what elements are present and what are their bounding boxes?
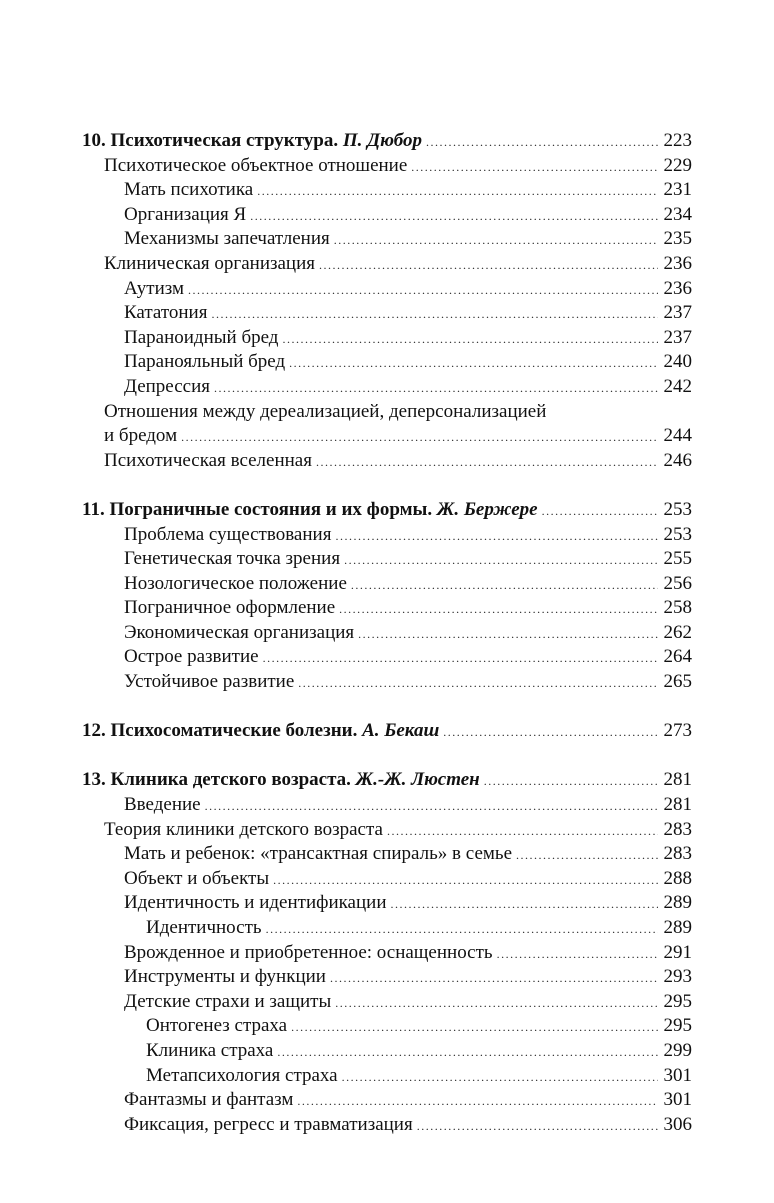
chapter-author: П. Дюбор xyxy=(342,130,422,151)
page-number: 223 xyxy=(663,130,692,151)
chapter-title-text: Клиника детского возраста. xyxy=(110,769,351,791)
toc-entry[interactable] xyxy=(82,868,692,893)
page-number: 242 xyxy=(663,375,692,397)
toc-entry-title: Введение xyxy=(124,794,201,816)
page-number: 301 xyxy=(663,1089,692,1111)
leader-dots xyxy=(542,504,658,519)
toc-entry[interactable] xyxy=(82,351,692,376)
page-number: 264 xyxy=(663,646,692,668)
page-number: 234 xyxy=(663,203,692,225)
toc-entry-title: Нозологическое положение xyxy=(124,572,347,594)
toc-entry[interactable] xyxy=(82,155,692,180)
page-number: 236 xyxy=(663,252,692,274)
toc-entry[interactable] xyxy=(82,376,692,401)
chapter-author: Ж.-Ж. Люстен xyxy=(355,769,480,791)
leader-dots xyxy=(411,160,658,175)
page-number: 281 xyxy=(663,794,692,816)
toc-entry[interactable] xyxy=(82,278,692,303)
toc-entry-title: Клиническая организация xyxy=(104,252,315,274)
toc-entry-title: Инструменты и функции xyxy=(124,966,326,988)
toc-entry[interactable] xyxy=(82,942,692,967)
page-number: 273 xyxy=(663,720,692,742)
page-number: 288 xyxy=(663,867,692,889)
page-number: 237 xyxy=(663,326,692,348)
chapter-number: 13. xyxy=(82,769,106,791)
toc-entry-title: Онтогенез страха xyxy=(146,1015,288,1037)
leader-dots xyxy=(342,1070,658,1085)
toc-entry-title: Детские страхи и защиты xyxy=(124,990,332,1012)
chapter-gap xyxy=(82,696,692,721)
page-number: 289 xyxy=(663,917,692,938)
leader-dots xyxy=(358,627,658,642)
toc-entry-title: Механизмы запечатления xyxy=(124,228,330,250)
toc-entry[interactable] xyxy=(82,646,692,671)
toc-entry-title: Теория клиники детского возраста xyxy=(104,818,383,840)
chapter-number: 12. xyxy=(82,720,106,742)
toc-entry-title: Психотическое объектное отношение xyxy=(104,154,408,176)
leader-dots xyxy=(484,774,658,789)
leader-dots xyxy=(289,356,658,371)
page-number: 235 xyxy=(663,228,692,250)
leader-dots xyxy=(335,529,658,544)
page-number: 295 xyxy=(663,990,692,1012)
toc-entry[interactable] xyxy=(82,794,692,819)
page-number: 246 xyxy=(663,449,692,471)
toc-entry[interactable] xyxy=(82,302,692,327)
page-number: 265 xyxy=(663,671,692,693)
toc-entry-title: Мать психотика xyxy=(124,179,254,201)
toc-entry-title: Объект и объекты xyxy=(124,867,270,889)
leader-dots xyxy=(266,922,658,937)
toc-entry[interactable] xyxy=(82,524,692,549)
toc-entry-title: Клиника страха xyxy=(146,1039,274,1061)
leader-dots xyxy=(335,996,658,1011)
leader-dots xyxy=(211,307,658,322)
chapter-title-text: Психосоматические болезни. xyxy=(110,720,358,742)
page-number: 256 xyxy=(663,572,692,594)
page-number: 253 xyxy=(663,523,692,545)
chapter-heading[interactable] xyxy=(82,499,692,524)
toc-entry[interactable] xyxy=(82,179,692,204)
page-number: 301 xyxy=(663,1064,692,1086)
leader-dots xyxy=(277,1045,658,1060)
chapter-number: 10. xyxy=(82,130,106,151)
leader-dots xyxy=(330,971,658,986)
toc-entry-title: Пограничное оформление xyxy=(124,597,336,619)
toc-entry[interactable] xyxy=(82,622,692,647)
toc-entry-title: Проблема существования xyxy=(124,523,332,545)
page-number: 283 xyxy=(663,818,692,840)
page-number: 258 xyxy=(663,597,692,619)
toc-entry-title: Идентичность xyxy=(146,917,262,938)
toc-entry[interactable] xyxy=(82,819,692,844)
toc-entry-title: Фиксация, регресс и травматизация xyxy=(124,1113,413,1135)
toc-entry[interactable] xyxy=(82,327,692,352)
leader-dots xyxy=(263,651,658,666)
leader-dots xyxy=(339,602,658,617)
page-number: 262 xyxy=(663,621,692,643)
leader-dots xyxy=(344,553,658,568)
toc-entry-title: Идентичность и идентификации xyxy=(124,892,387,914)
leader-dots xyxy=(443,725,658,740)
toc-entry[interactable] xyxy=(82,597,692,622)
leader-dots xyxy=(351,578,658,593)
toc-entry-title: Устойчивое развитие xyxy=(124,671,295,693)
toc-entry-title: Мать и ребенок: «трансактная спираль» в семье xyxy=(124,843,512,865)
page-number: 237 xyxy=(663,302,692,324)
page-number: 291 xyxy=(663,941,692,963)
leader-dots xyxy=(391,897,659,912)
toc-entry[interactable] xyxy=(82,1015,692,1040)
toc-entry[interactable] xyxy=(82,892,692,917)
page-number: 255 xyxy=(663,548,692,570)
toc-entry[interactable] xyxy=(82,1040,692,1065)
toc-entry-title: Паранояльный бред xyxy=(124,351,286,373)
page-number: 295 xyxy=(663,1015,692,1037)
toc-entry-title: Генетическая точка зрения xyxy=(124,548,341,570)
chapter-author: А. Бекаш xyxy=(362,720,440,742)
toc-entry[interactable] xyxy=(82,1089,692,1114)
toc-entry[interactable] xyxy=(82,1114,692,1139)
leader-dots xyxy=(291,1020,658,1035)
toc-entry-title: Депрессия xyxy=(124,375,210,397)
toc-entry[interactable] xyxy=(82,425,692,450)
page-number: 293 xyxy=(663,966,692,988)
chapter-title xyxy=(82,769,480,791)
chapter-title-text: Пограничные состояния и их формы. xyxy=(109,498,433,520)
toc-entry-title: Аутизм xyxy=(124,277,185,299)
leader-dots xyxy=(387,824,658,839)
toc-entry[interactable] xyxy=(82,991,692,1016)
toc-entry[interactable] xyxy=(82,450,692,475)
chapter-heading[interactable] xyxy=(82,769,692,794)
leader-dots xyxy=(497,947,658,962)
chapter-gap xyxy=(82,745,692,770)
chapter-heading[interactable] xyxy=(82,720,692,745)
page-number: 231 xyxy=(663,179,692,201)
toc-entry[interactable] xyxy=(82,573,692,598)
toc-entry-title: Параноидный бред xyxy=(124,326,279,348)
leader-dots xyxy=(334,233,658,248)
toc-entry[interactable] xyxy=(82,966,692,991)
page-number: 236 xyxy=(663,277,692,299)
toc-entry[interactable] xyxy=(82,228,692,253)
chapter-title xyxy=(82,130,422,152)
toc-entry[interactable] xyxy=(82,253,692,278)
table-of-contents xyxy=(82,130,692,1138)
toc-entry[interactable] xyxy=(82,671,692,696)
leader-dots xyxy=(188,283,658,298)
leader-dots xyxy=(282,332,658,347)
page-number: 253 xyxy=(663,498,692,520)
leader-dots xyxy=(250,209,658,224)
leader-dots xyxy=(426,135,658,150)
leader-dots xyxy=(417,1119,658,1134)
toc-entry-title: Психотическая вселенная xyxy=(104,449,312,471)
leader-dots xyxy=(516,848,658,863)
leader-dots xyxy=(257,184,658,199)
toc-entry-title: и бредом xyxy=(104,425,178,447)
leader-dots xyxy=(273,873,658,888)
toc-entry-title: Фантазмы и фантазм xyxy=(124,1089,294,1111)
page-number: 306 xyxy=(663,1113,692,1135)
chapter-title xyxy=(82,720,439,742)
toc-entry-title: Организация Я xyxy=(124,203,247,225)
page-number: 283 xyxy=(663,843,692,865)
leader-dots xyxy=(181,430,658,445)
toc-entry[interactable] xyxy=(82,843,692,868)
page-number: 240 xyxy=(663,351,692,373)
leader-dots xyxy=(298,676,658,691)
leader-dots xyxy=(316,455,658,470)
page-number: 229 xyxy=(663,154,692,176)
leader-dots xyxy=(214,381,658,396)
chapter-gap xyxy=(82,474,692,499)
chapter-title-text: Психотическая структура. xyxy=(110,130,339,151)
toc-entry[interactable] xyxy=(82,1065,692,1090)
page-number: 289 xyxy=(663,892,692,914)
leader-dots xyxy=(205,799,658,814)
page-number: 299 xyxy=(663,1039,692,1061)
page-number: 244 xyxy=(663,425,692,447)
toc-entry-title: Острое развитие xyxy=(124,646,259,668)
chapter-title xyxy=(82,499,538,521)
toc-entry-title: Экономическая организация xyxy=(124,621,355,643)
chapter-author: Ж. Бержере xyxy=(436,498,538,520)
page-number: 281 xyxy=(663,769,692,791)
leader-dots xyxy=(319,258,658,273)
toc-entry[interactable] xyxy=(82,204,692,229)
toc-entry-title: Метапсихология страха xyxy=(146,1064,338,1086)
toc-entry[interactable] xyxy=(82,917,692,942)
chapter-number: 11. xyxy=(82,498,105,520)
toc-entry-title-line[interactable]: Отношения между дереализацией, деперсонализацией xyxy=(104,400,547,422)
toc-entry-title: Кататония xyxy=(124,302,208,324)
chapter-heading[interactable] xyxy=(82,130,692,155)
leader-dots xyxy=(297,1094,658,1109)
toc-entry-title: Врожденное и приобретенное: оснащенность xyxy=(124,941,493,963)
toc-entry[interactable] xyxy=(82,548,692,573)
